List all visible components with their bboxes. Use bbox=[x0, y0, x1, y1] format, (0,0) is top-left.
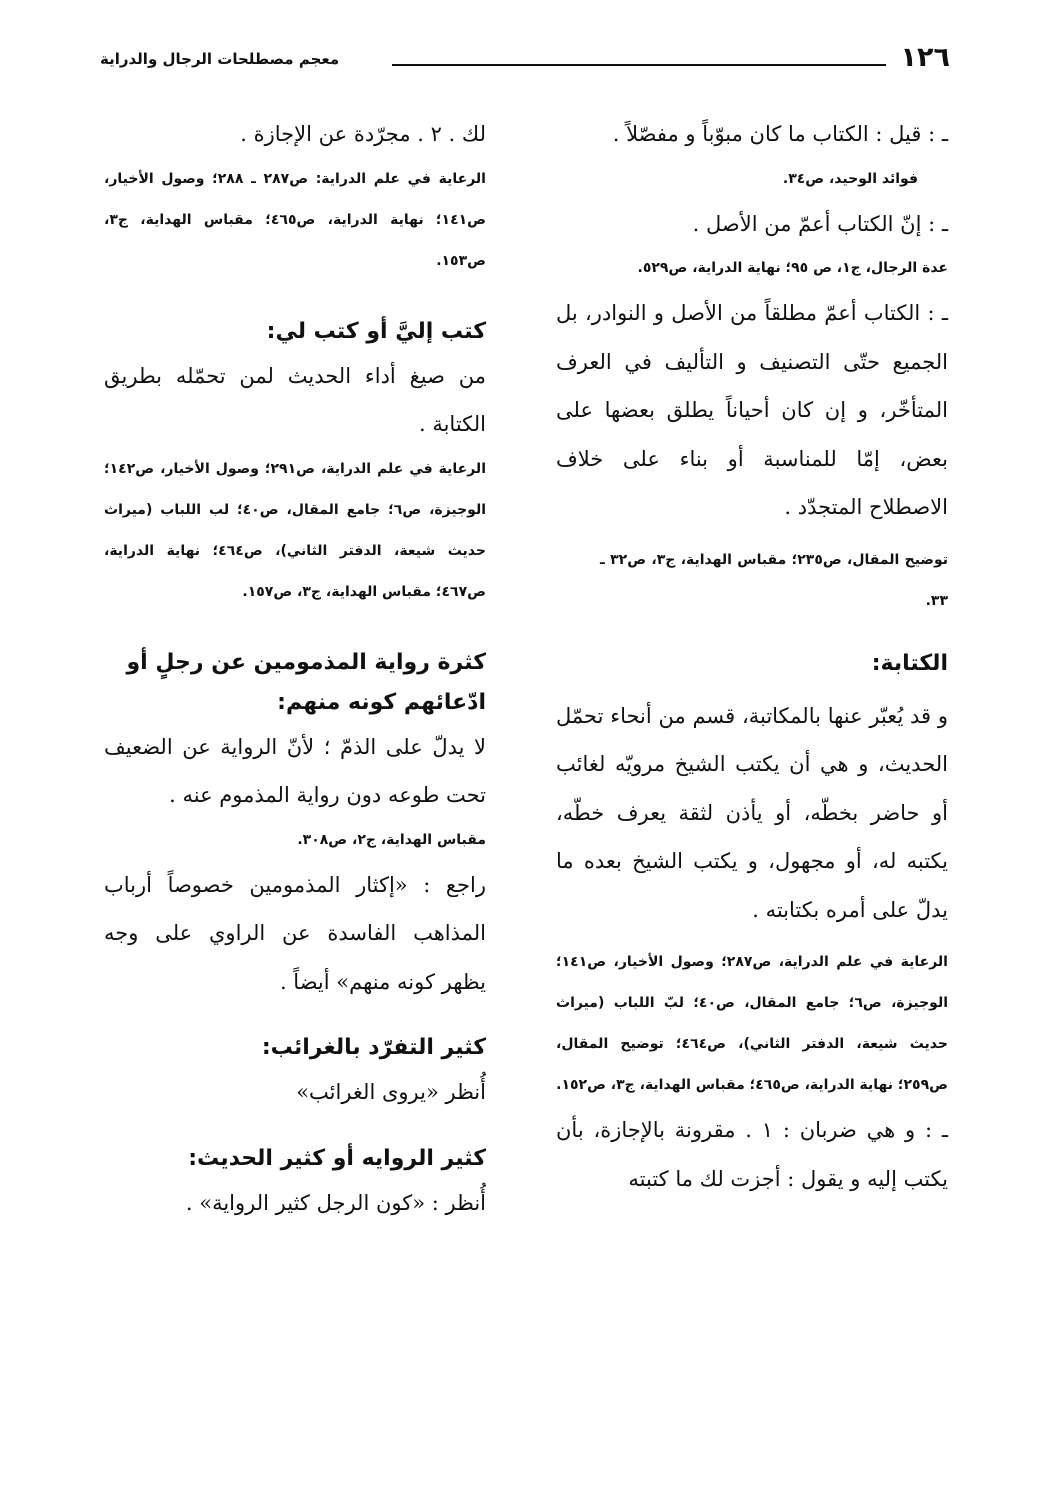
entry-heading: الكتابة: bbox=[871, 650, 948, 676]
spacer bbox=[556, 684, 948, 692]
paragraph: ـ : الكتاب أعمّ مطلقاً من الأصل و النوادر، بل الجميع حتّى التصنيف و التأليف في العرف المتأخّر، و إن كان أحياناً يطلق بعضها على بعض، إمّا للمناسبة أو بناء على خلاف الاصطلاح المتجدّد . bbox=[556, 301, 948, 519]
spacer bbox=[104, 613, 486, 643]
paragraph: أُنظر «يروى الغرائب» bbox=[296, 1080, 486, 1104]
spacer bbox=[104, 1006, 486, 1028]
spacer bbox=[556, 934, 948, 942]
spacer bbox=[104, 282, 486, 312]
paragraph: أُنظر : «كون الرجل كثير الرواية» . bbox=[185, 1190, 486, 1215]
header-rule bbox=[392, 64, 886, 66]
spacer bbox=[556, 622, 948, 644]
spacer bbox=[104, 1117, 486, 1139]
reference: الرعاية في علم الدراية، ص٢٩١؛ وصول الأخيار، ص١٤٢؛ الوجيزة، ص٦؛ جامع المقال، ص٤٠؛ لب اللباب (ميراث حديث شيعة، الدفتر الثاني)، ص٤٦٤؛ نهاية الدراية، ص٤٦٧؛ مقباس الهداية، ج٣، ص١٥٧. bbox=[104, 460, 487, 600]
paragraph: ـ : قيل : الكتاب ما كان مبوّباً و مفصّلاً . bbox=[612, 122, 948, 146]
running-title: معجم مصطلحات الرجال والدراية bbox=[100, 50, 340, 68]
paragraph: ـ : إنّ الكتاب أعمّ من الأصل . bbox=[692, 211, 948, 236]
reference: توضيح المقال، ص٢٣٥؛ مقباس الهداية، ج٣، ص٣٢ ـ ٣٣. bbox=[600, 551, 948, 609]
paragraph: من صيغ أداء الحديث لمن تحمّله بطريق الكتابة . bbox=[104, 363, 486, 436]
reference: الرعاية في علم الدراية، ص٢٨٧؛ وصول الأخيار، ص١٤١؛ الوجيزة، ص٦؛ جامع المقال، ص٤٠؛ لبّ اللباب (ميراث حديث شيعة، الدفتر الثاني)، ص٤٦٤؛ توضيح المقال، ص٢٥٩؛ نهاية الدراية، ص٤٦٥؛ مقباس الهداية، ج٣، ص١٥٢. bbox=[556, 954, 949, 1093]
right-column bbox=[556, 110, 948, 1203]
paragraph: راجع : «إكثار المذمومين خصوصاً أرباب المذاهب الفاسدة عن الراوي على وجه يظهر كونه منهم» أيضاً . bbox=[104, 872, 486, 994]
reference: فوائد الوحيد، ص٣٤. bbox=[782, 170, 918, 187]
page-number: ١٢٦ bbox=[900, 42, 950, 73]
reference: الرعاية في علم الدراية: ص٢٨٧ ـ ٢٨٨؛ وصول الأخيار، ص١٤١؛ نهاية الدراية، ص٤٦٥؛ مقباس الهداية، ج٣، ص١٥٣. bbox=[104, 170, 487, 269]
page-header bbox=[100, 40, 956, 80]
spacer bbox=[556, 532, 948, 540]
reference: مقباس الهداية، ج٢، ص٣٠٨. bbox=[297, 831, 486, 848]
paragraph: لا يدلّ على الذمّ ؛ لأنّ الرواية عن الضعيف تحت طوعه دون رواية المذموم عنه . bbox=[104, 734, 486, 807]
entry-heading: كتب إليَّ أو كتب لي: bbox=[266, 318, 486, 344]
paragraph: لك . ٢ . مجرّدة عن الإجازة . bbox=[240, 122, 486, 146]
paragraph: ـ : و هي ضربان : ١ . مقرونة بالإجازة، بأن يكتب إليه و يقول : أجزت لك ما كتبته bbox=[556, 1118, 948, 1191]
entry-heading: كثير التفرّد بالغرائب: bbox=[261, 1035, 486, 1060]
left-column bbox=[104, 110, 486, 1227]
entry-heading: كثرة رواية المذمومين عن رجلٍ أو ادّعائهم كونه منهم: bbox=[126, 649, 486, 715]
reference: عدة الرجال، ج١، ص ٩٥؛ نهاية الدراية، ص٥٢٩. bbox=[637, 260, 948, 276]
paragraph: و قد يُعبّر عنها بالمكاتبة، قسم من أنحاء تحمّل الحديث، و هي أن يكتب الشيخ مرويّه لغائب أو حاضر بخطّه، أو يأذن لثقة يعرف خطّه، يكتبه له، أو مجهول، و يكتب الشيخ بعده ما يدلّ على أمره بكتابته . bbox=[556, 703, 948, 922]
entry-heading: كثير الروايه أو كثير الحديث: bbox=[188, 1145, 486, 1171]
